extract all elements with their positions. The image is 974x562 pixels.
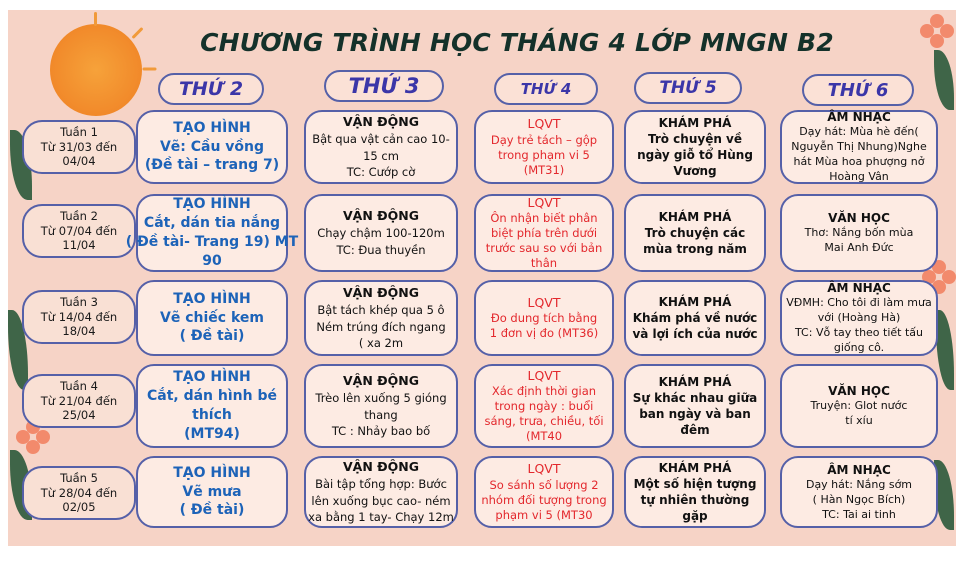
lesson-detail: gặp	[682, 509, 708, 524]
lesson-detail: (MT40	[525, 429, 563, 444]
lesson-detail: Vẽ chiếc kem	[160, 309, 264, 326]
lesson-subject: KHÁM PHÁ	[658, 209, 732, 224]
lesson-detail: lên xuống bục cao- ném	[311, 493, 451, 508]
schedule-poster	[8, 10, 956, 546]
lesson-cell-mon	[136, 364, 288, 448]
lesson-detail: TC: Cướp cờ	[346, 165, 416, 180]
lesson-detail: Cắt, dán tia nắng	[143, 215, 281, 232]
lesson-detail: nhóm đối tượng trong	[481, 492, 607, 507]
bottom-bar	[0, 546, 974, 562]
flower-icon	[920, 14, 954, 48]
lesson-subject: TẠO HÌNH	[173, 196, 251, 213]
lesson-detail: Dạy trẻ tách – gộp	[490, 132, 598, 147]
lesson-cell-fri	[780, 364, 938, 448]
lesson-detail: trong phạm vi 5	[498, 147, 590, 162]
lesson-detail: ( Hàn Ngọc Bích)	[812, 492, 906, 506]
lesson-detail: thang	[364, 407, 398, 422]
lesson-subject: LQVT	[527, 195, 561, 210]
lesson-detail: TC: Vỗ tay theo tiết tấu	[794, 326, 924, 340]
week-label	[22, 204, 136, 258]
week-name: Tuần 5	[60, 471, 98, 486]
lesson-detail: 90	[202, 252, 222, 269]
lesson-cell-fri	[780, 280, 938, 356]
sun-ray	[143, 68, 157, 71]
lesson-detail: TC: Đua thuyền	[336, 243, 426, 258]
lesson-subject: ÂM NHẠC	[827, 281, 891, 296]
leaf-icon	[934, 50, 954, 110]
lesson-cell-wed	[474, 280, 614, 356]
lesson-detail: TC : Nhảy bao bố	[331, 424, 431, 439]
week-label	[22, 120, 136, 174]
lesson-detail: Dạy hát: Nắng sớm	[805, 477, 913, 491]
lesson-subject: ÂM NHẠC	[827, 462, 891, 477]
lesson-cell-mon	[136, 280, 288, 356]
lesson-detail: Một số hiện tượng	[633, 476, 757, 491]
lesson-cell-tue	[304, 280, 458, 356]
lesson-detail: Trèo lên xuống 5 gióng	[315, 391, 447, 406]
lesson-detail: đêm	[680, 423, 710, 438]
lesson-detail: xa bằng 1 tay- Chạy 12m	[308, 510, 454, 525]
lesson-subject: KHÁM PHÁ	[658, 115, 732, 130]
week-range: Từ 31/03 đến	[40, 139, 118, 154]
lesson-cell-thu	[624, 194, 766, 272]
lesson-subject: VẬN ĐỘNG	[343, 372, 419, 388]
lesson-cell-tue	[304, 364, 458, 448]
lesson-detail: TC: Tai ai tinh	[822, 507, 896, 521]
lesson-detail: thích	[192, 407, 232, 423]
lesson-detail: tự nhiên thường	[640, 493, 750, 507]
lesson-detail: Hoàng Vân	[829, 169, 889, 183]
week-label	[22, 374, 136, 428]
lesson-cell-tue	[304, 456, 458, 528]
lesson-detail: trong ngày : buổi	[494, 399, 594, 414]
day-header-mon: THỨ 2	[158, 73, 264, 105]
week-range: Từ 07/04 đến	[40, 223, 118, 238]
lesson-cell-thu	[624, 364, 766, 448]
sun-ray	[131, 27, 143, 39]
lesson-detail: Sự khác nhau giữa	[632, 390, 758, 405]
lesson-subject: LQVT	[527, 294, 561, 310]
lesson-detail: ban ngày và ban	[639, 407, 751, 421]
lesson-detail: Ôn nhận biết phân	[490, 211, 598, 226]
day-header-fri: THỨ 6	[802, 74, 914, 106]
week-end: 25/04	[62, 408, 96, 423]
lesson-subject: KHÁM PHÁ	[658, 460, 732, 475]
lesson-detail: hát Mùa hoa phượng nở	[793, 155, 925, 169]
lesson-cell-mon	[136, 456, 288, 528]
lesson-cell-mon	[125, 194, 299, 272]
lesson-cell-thu	[624, 110, 766, 184]
top-bar	[0, 0, 974, 10]
lesson-detail: Đo dung tích bằng	[490, 311, 598, 326]
lesson-cell-wed	[474, 364, 614, 448]
lesson-detail: So sánh số lượng 2	[489, 477, 599, 492]
lesson-subject: LQVT	[527, 116, 561, 132]
lesson-detail: trước sau so với bản	[485, 241, 603, 256]
lesson-detail: Truyện: Glot nước	[810, 399, 908, 413]
lesson-subject: VẬN ĐỘNG	[343, 113, 419, 129]
week-name: Tuần 3	[60, 295, 98, 310]
lesson-detail: (Đề tài – trang 7)	[144, 157, 280, 174]
lesson-cell-wed	[474, 110, 614, 184]
week-label	[22, 290, 136, 344]
lesson-detail: Bật qua vật cản cao 10-	[312, 132, 450, 147]
lesson-subject: ÂM NHẠC	[827, 110, 891, 125]
lesson-detail: ( Đề tài)	[179, 328, 245, 345]
lesson-subject: KHÁM PHÁ	[658, 294, 732, 309]
day-header-tue: THỨ 3	[324, 70, 444, 102]
week-name: Tuần 2	[60, 209, 98, 224]
lesson-detail: biệt phía trên dưới	[490, 226, 598, 241]
lesson-detail: ( xa 2m	[358, 336, 404, 351]
lesson-detail: thân	[530, 256, 558, 271]
lesson-subject: VĂN HỌC	[828, 384, 890, 399]
lesson-detail: Mai Anh Đức	[824, 241, 894, 255]
lesson-detail: tí xíu	[845, 414, 873, 428]
lesson-detail: giống cô.	[833, 340, 885, 354]
lesson-subject: TẠO HÌNH	[173, 464, 251, 481]
lesson-subject: VẬN ĐỘNG	[343, 284, 419, 300]
lesson-cell-fri	[780, 456, 938, 528]
lesson-cell-wed	[474, 194, 614, 272]
lesson-detail: ngày giỗ tổ Hùng	[637, 148, 753, 162]
lesson-cell-fri	[780, 110, 938, 184]
week-name: Tuần 1	[60, 125, 98, 140]
lesson-cell-tue	[304, 194, 458, 272]
lesson-subject: VĂN HỌC	[828, 211, 890, 226]
week-end: 02/05	[62, 500, 96, 515]
lesson-cell-fri	[780, 194, 938, 272]
week-name: Tuần 4	[60, 379, 98, 394]
leaf-icon	[936, 310, 954, 390]
week-range: Từ 28/04 đến	[40, 485, 118, 500]
lesson-detail: Trò chuyện về	[647, 131, 743, 146]
lesson-subject: TẠO HÌNH	[173, 369, 251, 386]
lesson-subject: TẠO HÌNH	[173, 119, 251, 136]
lesson-detail: ( Đề tài- Trang 19) MT	[125, 234, 299, 250]
lesson-detail: Thơ: Nắng bốn mùa	[804, 226, 914, 240]
lesson-detail: với (Hoàng Hà)	[817, 311, 901, 325]
week-label	[22, 466, 136, 520]
lesson-detail: Cắt, dán hình bé	[146, 388, 277, 405]
lesson-detail: 15 cm	[363, 148, 399, 163]
day-header-wed: THỨ 4	[494, 73, 598, 105]
day-header-thu: THỨ 5	[634, 72, 742, 104]
lesson-subject: KHÁM PHÁ	[658, 374, 732, 389]
lesson-subject: VẬN ĐỘNG	[343, 208, 419, 224]
sun-ray	[94, 12, 97, 26]
sun-icon	[50, 24, 142, 116]
lesson-detail: Vẽ mưa	[182, 483, 242, 500]
lesson-subject: LQVT	[527, 368, 561, 383]
lesson-cell-thu	[624, 280, 766, 356]
lesson-detail: Bài tập tổng hợp: Bước	[315, 477, 447, 492]
lesson-detail: Chạy chậm 100-120m	[317, 226, 445, 241]
lesson-detail: Vương	[673, 164, 717, 179]
lesson-detail: sáng, trưa, chiều, tối	[484, 414, 604, 429]
lesson-detail: Nguyễn Thị Nhung)Nghe	[791, 140, 927, 154]
lesson-detail: Vẽ: Cầu vồng	[159, 138, 265, 155]
lesson-detail: (MT94)	[184, 425, 240, 442]
week-end: 18/04	[62, 324, 96, 339]
lesson-subject: LQVT	[527, 461, 561, 477]
week-end: 11/04	[62, 238, 96, 253]
lesson-detail: Dạy hát: Mùa hè đến(	[799, 125, 919, 139]
lesson-detail: (MT31)	[523, 162, 565, 177]
lesson-detail: và lợi ích của nước	[632, 327, 758, 342]
lesson-detail: Bật tách khép qua 5 ô	[317, 303, 445, 318]
lesson-cell-tue	[304, 110, 458, 184]
week-range: Từ 14/04 đến	[40, 309, 118, 324]
lesson-detail: VĐMH: Cho tôi đi làm mưa	[786, 296, 932, 310]
lesson-detail: Trò chuyện các	[644, 225, 746, 240]
lesson-detail: Ném trúng đích ngang	[316, 319, 446, 334]
week-range: Từ 21/04 đến	[40, 393, 118, 408]
lesson-cell-wed	[474, 456, 614, 528]
page-title: CHƯƠNG TRÌNH HỌC THÁNG 4 LỚP MNGN B2	[200, 28, 834, 57]
lesson-detail: mùa trong năm	[643, 242, 747, 257]
lesson-detail: Xác định thời gian	[491, 384, 597, 399]
lesson-cell-mon	[136, 110, 288, 184]
lesson-subject: TẠO HÌNH	[173, 290, 251, 307]
lesson-cell-thu	[624, 456, 766, 528]
lesson-detail: phạm vi 5 (MT30	[495, 507, 593, 522]
lesson-detail: Khám phá về nước	[632, 310, 758, 325]
week-end: 04/04	[62, 154, 96, 169]
lesson-detail: 1 đơn vị đo (MT36)	[489, 326, 599, 341]
lesson-detail: ( Đề tài)	[179, 502, 245, 519]
lesson-subject: VẬN ĐỘNG	[343, 458, 419, 474]
